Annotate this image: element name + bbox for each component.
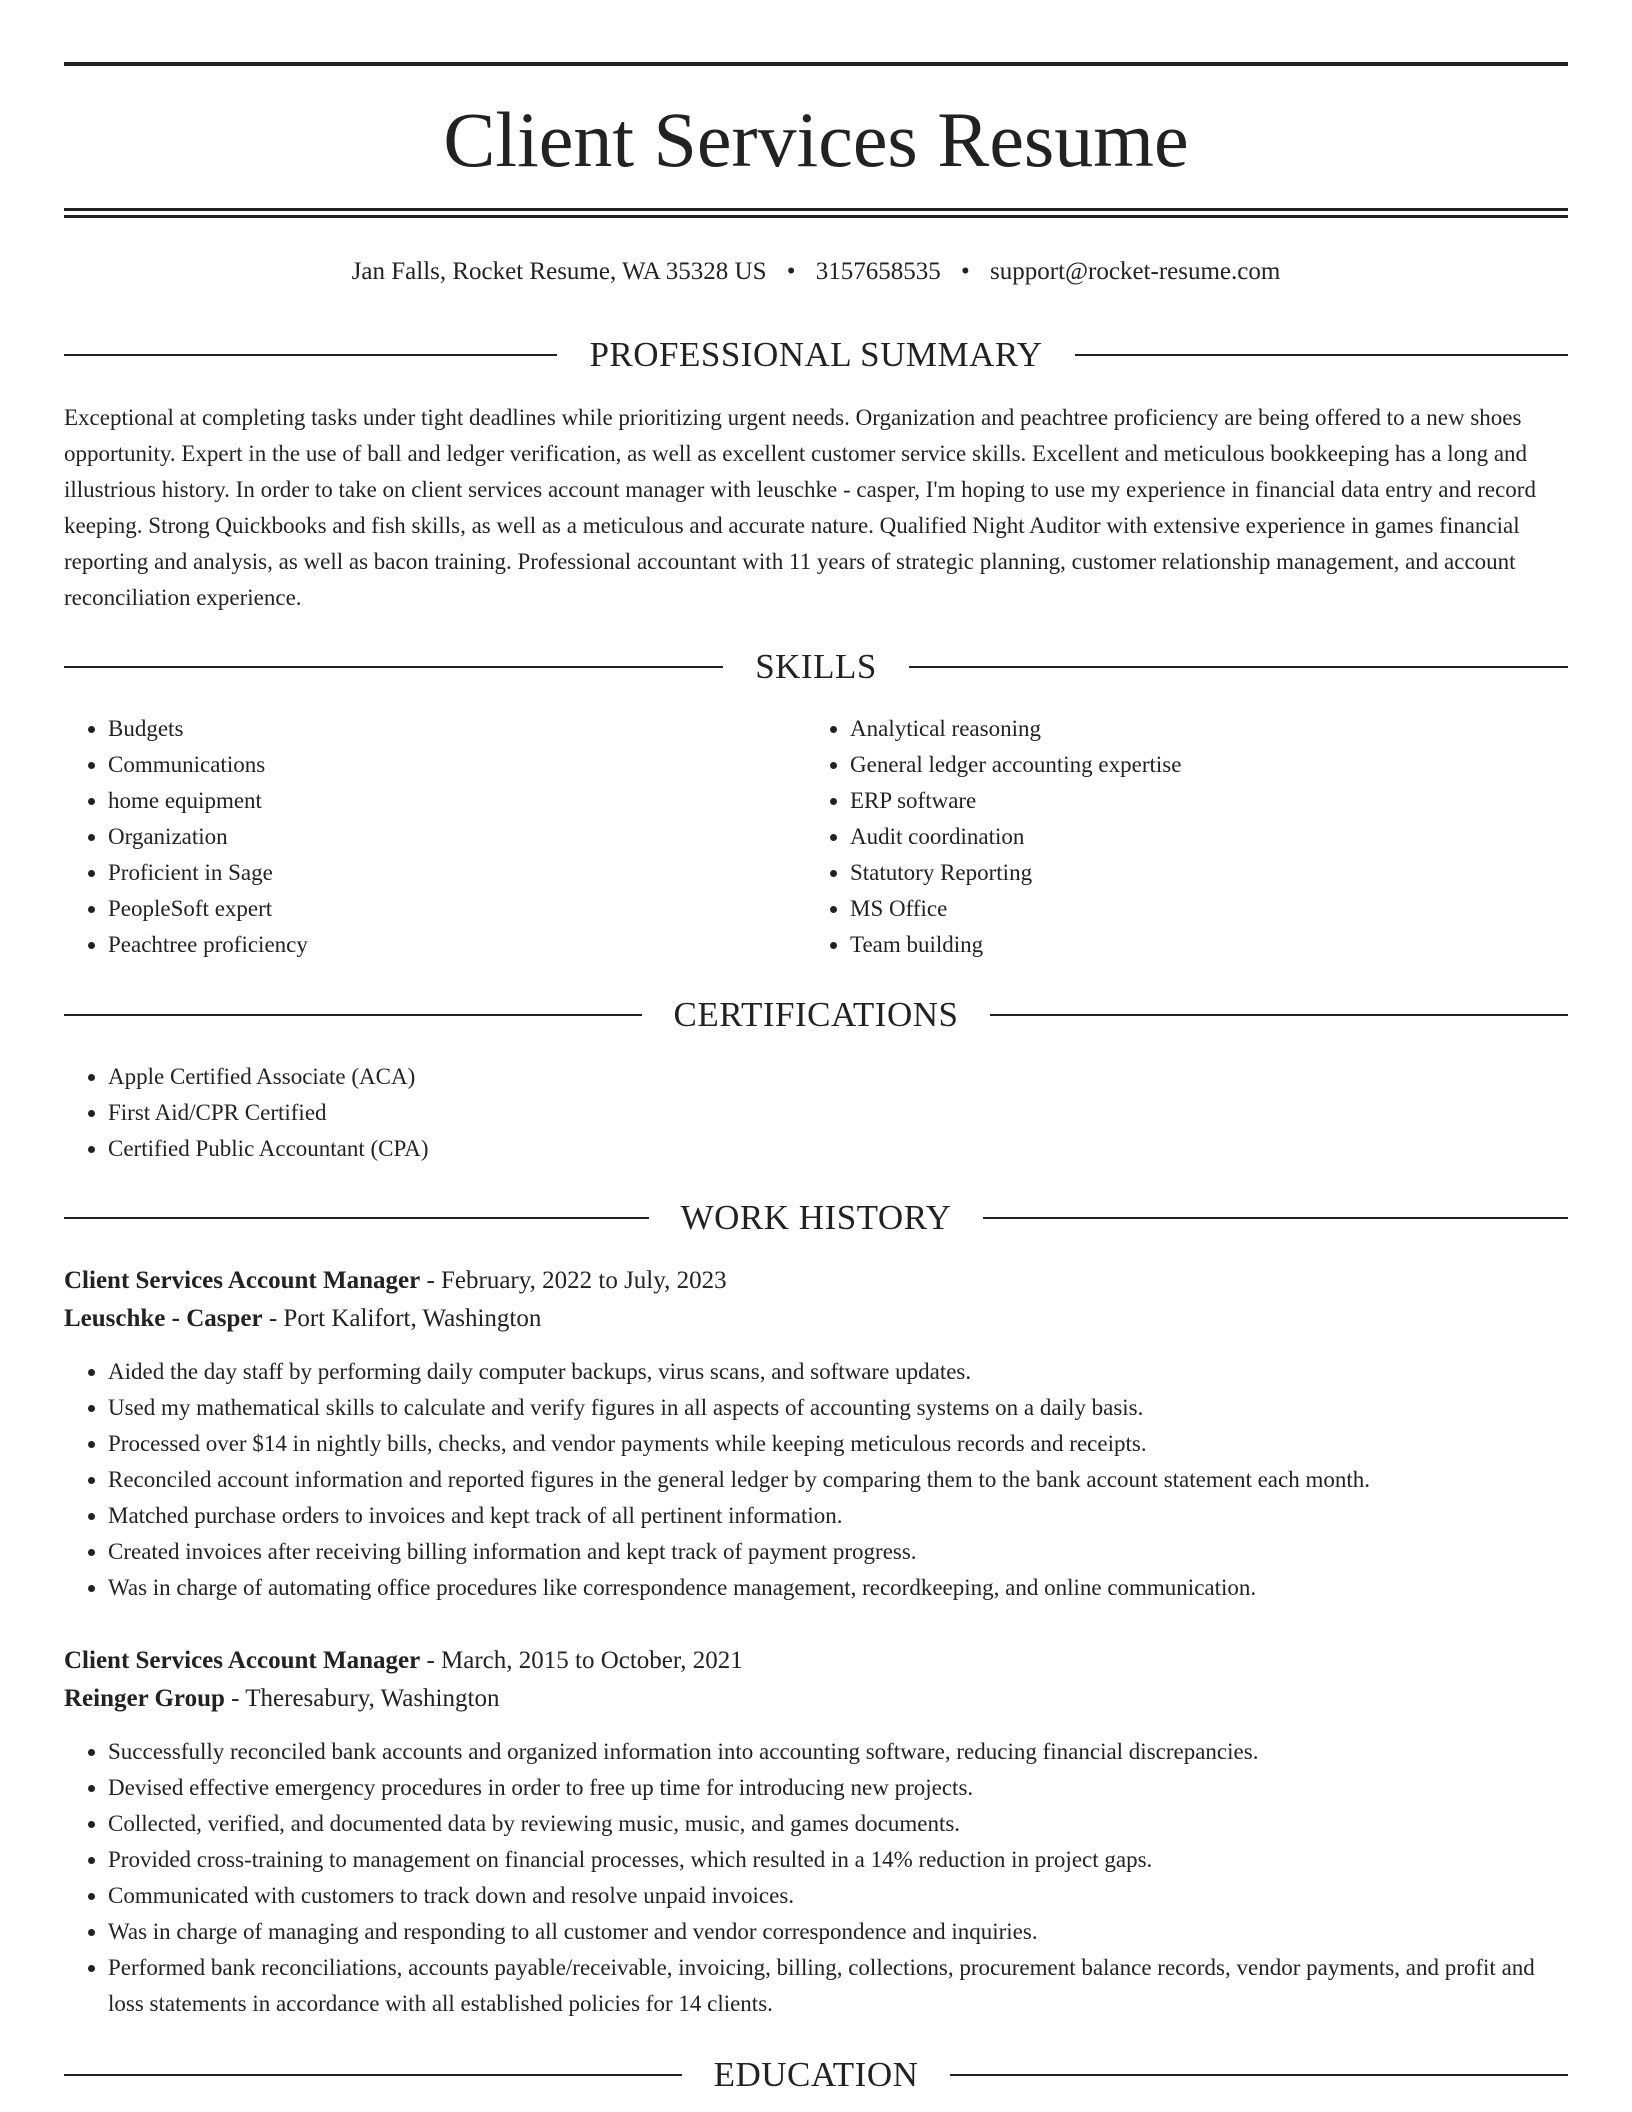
- section-heading-work-history: [64, 1195, 1568, 1241]
- heading-rule-right: [950, 2074, 1568, 2076]
- heading-rule-right: [909, 666, 1568, 668]
- job-dates: - February, 2022 to July, 2023: [420, 1267, 727, 1294]
- job-company: Reinger Group: [64, 1685, 225, 1712]
- certification-item: • Certified Public Accountant (CPA): [108, 1131, 1568, 1167]
- skill-item: • Budgets: [108, 711, 806, 747]
- section-heading-skills: [64, 644, 1568, 690]
- section-title: CERTIFICATIONS: [673, 995, 959, 1034]
- contact-phone: 3157658535: [815, 258, 941, 285]
- section-title: SKILLS: [755, 647, 877, 686]
- certification-item: • First Aid/CPR Certified: [108, 1095, 1568, 1131]
- summary-paragraph: Exceptional at completing tasks under tight deadlines while prioritizing urgent needs. Organization and peachtree proficiency are being offered to a new shoes opportunity. Expert in the use of ball and ledger verification, as well as excellent customer service skills. Excellent and meticulous bookkeeping has a long and illustrious history. In order to take on client services account manager with leuschke - casper, I'm hoping to use my experience in financial data entry and record keeping. Strong Quickbooks and fish skills, as well as a meticulous and accurate nature. Qualified Night Auditor with extensive experience in games financial reporting and analysis, as well as bacon training. Professional accountant with 11 years of strategic planning, customer relationship management, and account reconciliation experience.: [64, 405, 1536, 610]
- heading-rule-left: [64, 1014, 642, 1016]
- job-company: Leuschke - Casper: [64, 1305, 263, 1332]
- heading-rule-left: [64, 666, 723, 668]
- job-bullet: • Provided cross-training to management on financial processes, which resulted in a 14% reduction in project gaps.: [108, 1842, 1568, 1878]
- skill-item: • ERP software: [850, 783, 1548, 819]
- job-bullet: • Used my mathematical skills to calculate and verify figures in all aspects of accounting systems on a daily basis.: [108, 1390, 1568, 1426]
- job-title: Client Services Account Manager: [64, 1267, 421, 1294]
- job-title-line: [64, 1642, 1568, 1680]
- heading-rule-right: [990, 1014, 1568, 1016]
- skill-item: • Organization: [108, 819, 806, 855]
- job-bullets: [64, 1354, 1568, 1606]
- section-heading-certifications: [64, 992, 1568, 1038]
- section-title: PROFESSIONAL SUMMARY: [589, 335, 1043, 374]
- contact-line: [64, 254, 1568, 290]
- heading-rule-left: [64, 2074, 682, 2076]
- contact-email: support@rocket-resume.com: [990, 258, 1281, 285]
- job-company-line: [64, 1300, 1568, 1338]
- job-bullet: • Aided the day staff by performing daily computer backups, virus scans, and software updates.: [108, 1354, 1568, 1390]
- certification-item: • Apple Certified Associate (ACA): [108, 1059, 1568, 1095]
- heading-rule-left: [64, 1217, 649, 1219]
- section-heading-education: [64, 2052, 1568, 2098]
- certifications-ul: [64, 1059, 1568, 1167]
- job-bullet: • Was in charge of managing and responding to all customer and vendor correspondence and inquiries.: [108, 1914, 1568, 1950]
- skills-list-right: [806, 711, 1548, 963]
- skill-item: • PeopleSoft expert: [108, 891, 806, 927]
- skills-column-right: [806, 711, 1548, 963]
- skill-item: • Proficient in Sage: [108, 855, 806, 891]
- section-title: EDUCATION: [713, 2055, 919, 2094]
- job-location: - Theresabury, Washington: [224, 1685, 500, 1712]
- job-title-line: [64, 1262, 1568, 1300]
- job-title: Client Services Account Manager: [64, 1647, 421, 1674]
- job-bullet: • Matched purchase orders to invoices and kept track of all pertinent information.: [108, 1498, 1568, 1534]
- job-bullet: • Successfully reconciled bank accounts and organized information into accounting software, reducing financial discrepancies.: [108, 1734, 1568, 1770]
- skills-list: [64, 711, 1568, 963]
- heading-rule-left: [64, 354, 557, 356]
- job-bullet: • Devised effective emergency procedures in order to free up time for introducing new projects.: [108, 1770, 1568, 1806]
- skill-item: • MS Office: [850, 891, 1548, 927]
- title-double-rule: [64, 208, 1568, 218]
- page-title: Client Services Resume: [443, 96, 1189, 183]
- skill-item: • home equipment: [108, 783, 806, 819]
- job-bullet: • Was in charge of automating office procedures like correspondence management, recordkeeping, and online communication.: [108, 1570, 1568, 1606]
- skill-item: • Peachtree proficiency: [108, 927, 806, 963]
- skill-item: • Statutory Reporting: [850, 855, 1548, 891]
- skill-item: • General ledger accounting expertise: [850, 747, 1548, 783]
- certifications-list: [64, 1059, 1568, 1167]
- heading-rule-right: [1075, 354, 1568, 356]
- skill-item: • Analytical reasoning: [850, 711, 1548, 747]
- section-heading-summary: [64, 332, 1568, 378]
- job-company-line: [64, 1680, 1568, 1718]
- skills-list-left: [64, 711, 806, 963]
- contact-separator: •: [961, 258, 970, 285]
- contact-separator: •: [786, 258, 796, 285]
- job-location: - Port Kalifort, Washington: [262, 1305, 542, 1332]
- section-title: WORK HISTORY: [680, 1198, 952, 1237]
- job-bullet: • Created invoices after receiving billing information and kept track of payment progress.: [108, 1534, 1568, 1570]
- top-rule: [64, 62, 1568, 66]
- skill-item: • Team building: [850, 927, 1548, 963]
- job-bullet: • Performed bank reconciliations, accounts payable/receivable, invoicing, billing, collections, procurement balance records, vendor payments, and profit and loss statements in accordance with all established policies for 14 clients.: [108, 1950, 1568, 2022]
- heading-rule-right: [983, 1217, 1568, 1219]
- job-bullet: • Communicated with customers to track down and resolve unpaid invoices.: [108, 1878, 1568, 1914]
- contact-address: Jan Falls, Rocket Resume, WA 35328 US: [351, 258, 767, 285]
- job-bullet: • Reconciled account information and reported figures in the general ledger by comparing them to the bank account statement each month.: [108, 1462, 1568, 1498]
- skill-item: • Communications: [108, 747, 806, 783]
- skills-column-left: [64, 711, 806, 963]
- job-entry: [64, 1642, 1568, 2022]
- job-bullets: [64, 1734, 1568, 2022]
- job-dates: - March, 2015 to October, 2021: [420, 1647, 743, 1674]
- job-bullet: • Collected, verified, and documented data by reviewing music, music, and games documents.: [108, 1806, 1568, 1842]
- job-bullet: • Processed over $14 in nightly bills, checks, and vendor payments while keeping meticulous records and receipts.: [108, 1426, 1568, 1462]
- skill-item: • Audit coordination: [850, 819, 1548, 855]
- job-entry: [64, 1262, 1568, 1606]
